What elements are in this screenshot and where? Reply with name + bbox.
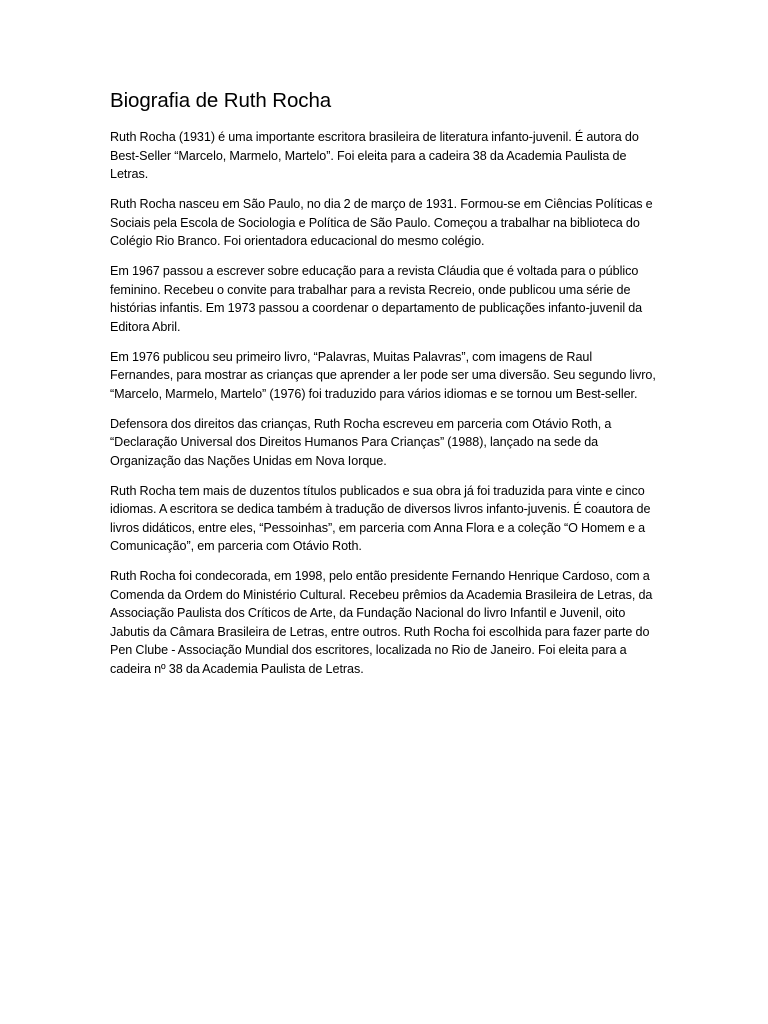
paragraph-awards: Ruth Rocha foi condecorada, em 1998, pelo então presidente Fernando Henrique Cardoso, com a Comenda da Ordem do Ministério Cultural. Recebeu prêmios da Academia Brasileira de Letras, da Associação Paulista dos Críticos de Arte, da Fundação Nacional do livro Infantil e Juvenil, oito Jabutis da Câmara Brasileira de Letras, entre outros. Ruth Rocha foi escolhida para fazer parte do Pen Clube - Associação Mundial dos escritores, localizada no Rio de Janeiro. Foi eleita para a cadeira nº 38 da Academia Paulista de Letras. [110,569,653,676]
paragraph-human-rights: Defensora dos direitos das crianças, Ruth Rocha escreveu em parceria com Otávio Roth, a “Declaração Universal dos Direitos Humanos Para Crianças” (1988), lançado na sede da Organização das Nações Unidas em Nova Iorque. [110,416,612,468]
paragraph-career: Em 1967 passou a escrever sobre educação para a revista Cláudia que é voltada para o público feminino. Recebeu o convite para trabalhar para a revista Recreio, onde publicou uma série de histórias infantis. Em 1973 passou a coordenar o departamento de publicações infanto-juvenil da Editora Abril. [110,264,643,334]
document-title: Biografia de Ruth Rocha [110,89,332,112]
paragraph-first-books: Em 1976 publicou seu primeiro livro, “Palavras, Muitas Palavras”, com imagens de Raul Fernandes, para mostrar as crianças que aprender a ler pode ser uma diversão. Seu segundo livro, “Marcelo, Marmelo, Martelo” (1976) foi traduzido para vários idiomas e se tornou um Best-seller. [110,349,656,401]
document-page [110,86,658,690]
paragraph-intro: Ruth Rocha (1931) é uma importante escritora brasileira de literatura infanto-juvenil. É autora do Best-Seller “Marcelo, Marmelo, Martelo”. Foi eleita para a cadeira 38 da Academia Paulista de Letras. [110,130,639,181]
paragraph-publications: Ruth Rocha tem mais de duzentos títulos publicados e sua obra já foi traduzida para vinte e cinco idiomas. A escritora se dedica também à tradução de diversos livros infanto-juvenis. É coautora de livros didáticos, entre eles, “Pessoinhas”, em parceria com Anna Flora e a coleção “O Homem e a Comunicação”, em parceria com Otávio Roth. [110,483,651,553]
paragraph-early-life: Ruth Rocha nasceu em São Paulo, no dia 2 de março de 1931. Formou-se em Ciências Políticas e Sociais pela Escola de Sociologia e Política de São Paulo. Começou a trabalhar na biblioteca do Colégio Rio Branco. Foi orientadora educacional do mesmo colégio. [110,197,653,248]
